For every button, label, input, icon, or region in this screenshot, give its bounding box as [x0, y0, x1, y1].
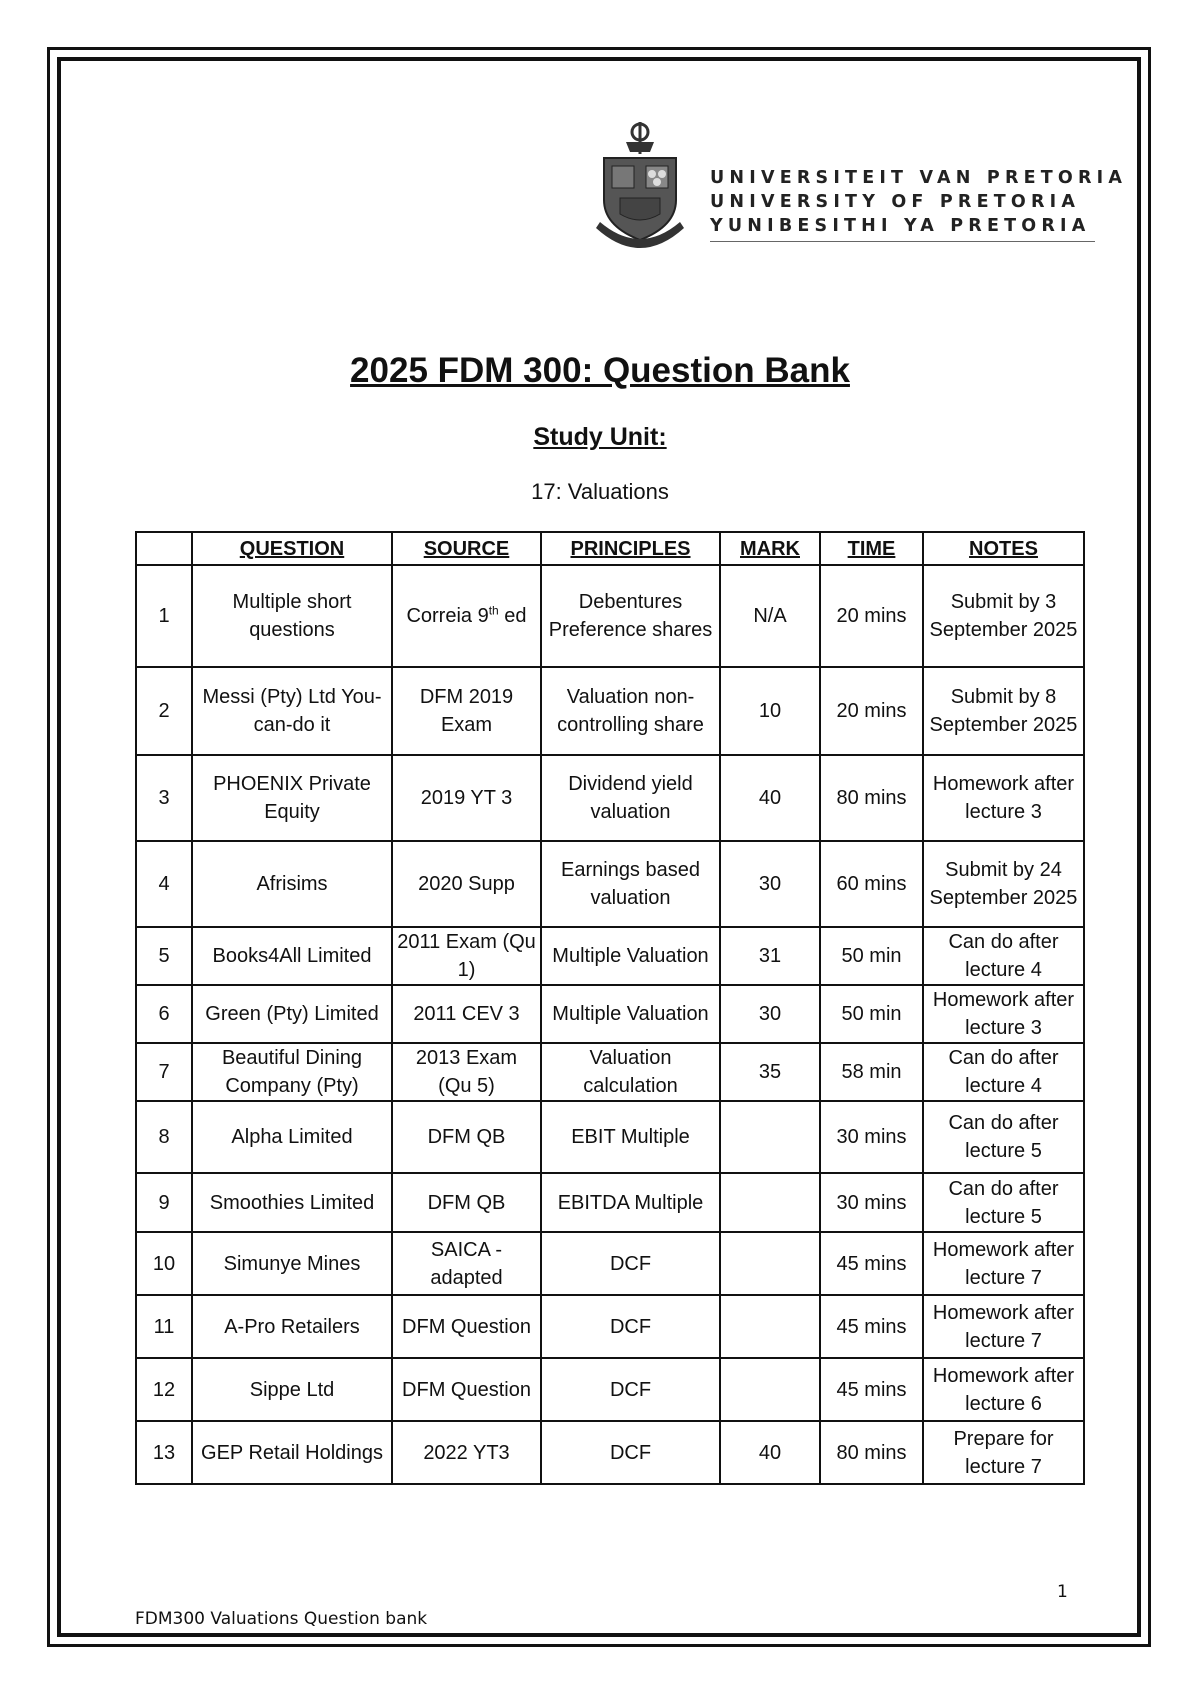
- cell-mark: [720, 1101, 820, 1173]
- table-row: [136, 1295, 1084, 1358]
- cell-source: DFM QB: [392, 1101, 541, 1173]
- cell-source: DFM QB: [392, 1173, 541, 1232]
- cell-source: 2013 Exam (Qu 5): [392, 1043, 541, 1101]
- cell-notes: Homework after lecture 7: [923, 1232, 1084, 1295]
- cell-mark: [720, 1295, 820, 1358]
- cell-source-tail: ed: [498, 605, 527, 627]
- cell-notes: Can do after lecture 5: [923, 1101, 1084, 1173]
- cell-mark: 10: [720, 667, 820, 755]
- cell-no: 5: [136, 927, 192, 985]
- cell-mark: 40: [720, 1421, 820, 1484]
- header-question: QUESTION: [192, 532, 392, 565]
- cell-no: 6: [136, 985, 192, 1043]
- cell-time: 80 mins: [820, 1421, 923, 1484]
- table-row: [136, 1101, 1084, 1173]
- cell-notes: Can do after lecture 4: [923, 927, 1084, 985]
- cell-source: 2011 CEV 3: [392, 985, 541, 1043]
- cell-time: 50 min: [820, 985, 923, 1043]
- table-row: [136, 1173, 1084, 1232]
- cell-source-text: Correia 9: [406, 605, 489, 627]
- cell-source: SAICA - adapted: [392, 1232, 541, 1295]
- cell-notes: Can do after lecture 5: [923, 1173, 1084, 1232]
- table-row: [136, 1232, 1084, 1295]
- cell-question: Multiple short questions: [192, 565, 392, 667]
- cell-time: 20 mins: [820, 565, 923, 667]
- cell-source: 2011 Exam (Qu 1): [392, 927, 541, 985]
- table-row: [136, 1358, 1084, 1421]
- cell-question: A-Pro Retailers: [192, 1295, 392, 1358]
- page-title: 2025 FDM 300: Question Bank: [350, 351, 850, 390]
- table-row: [136, 927, 1084, 985]
- cell-mark: [720, 1358, 820, 1421]
- cell-no: 8: [136, 1101, 192, 1173]
- cell-time: 45 mins: [820, 1295, 923, 1358]
- header-time: TIME: [820, 532, 923, 565]
- cell-time: 20 mins: [820, 667, 923, 755]
- cell-question: Smoothies Limited: [192, 1173, 392, 1232]
- cell-question: Sippe Ltd: [192, 1358, 392, 1421]
- cell-question: Books4All Limited: [192, 927, 392, 985]
- cell-question: Beautiful Dining Company (Pty): [192, 1043, 392, 1101]
- cell-principles: DCF: [541, 1295, 720, 1358]
- table-row: [136, 841, 1084, 927]
- cell-no: 10: [136, 1232, 192, 1295]
- cell-source: DFM 2019 Exam: [392, 667, 541, 755]
- cell-notes: Homework after lecture 3: [923, 985, 1084, 1043]
- cell-time: 45 mins: [820, 1358, 923, 1421]
- university-crest-icon: [590, 118, 690, 258]
- cell-source: 2020 Supp: [392, 841, 541, 927]
- cell-question: Alpha Limited: [192, 1101, 392, 1173]
- cell-question: Simunye Mines: [192, 1232, 392, 1295]
- table-row: [136, 985, 1084, 1043]
- cell-source: 2019 YT 3: [392, 755, 541, 841]
- cell-question: Afrisims: [192, 841, 392, 927]
- cell-notes: Homework after lecture 7: [923, 1295, 1084, 1358]
- cell-time: 50 min: [820, 927, 923, 985]
- page-number: 1: [1057, 1582, 1068, 1602]
- cell-no: 7: [136, 1043, 192, 1101]
- university-name-afrikaans: UNIVERSITEIT VAN PRETORIA: [710, 168, 1128, 188]
- cell-mark: N/A: [720, 565, 820, 667]
- cell-mark: [720, 1173, 820, 1232]
- study-unit-value: 17: Valuations: [531, 479, 669, 504]
- cell-question: GEP Retail Holdings: [192, 1421, 392, 1484]
- cell-source: 2022 YT3: [392, 1421, 541, 1484]
- cell-notes: Can do after lecture 4: [923, 1043, 1084, 1101]
- cell-source-superscript: th: [488, 603, 499, 618]
- table-row: [136, 667, 1084, 755]
- cell-mark: 35: [720, 1043, 820, 1101]
- university-name-sepedi: YUNIBESITHI YA PRETORIA: [710, 216, 1091, 236]
- page-footer: FDM300 Valuations Question bank: [135, 1609, 428, 1629]
- cell-time: 30 mins: [820, 1101, 923, 1173]
- cell-principles: EBITDA Multiple: [541, 1173, 720, 1232]
- cell-no: 2: [136, 667, 192, 755]
- cell-time: 60 mins: [820, 841, 923, 927]
- cell-principles: Valuation non-controlling share: [541, 667, 720, 755]
- cell-principles: EBIT Multiple: [541, 1101, 720, 1173]
- cell-principles: Earnings based valuation: [541, 841, 720, 927]
- cell-mark: 31: [720, 927, 820, 985]
- cell-no: 1: [136, 565, 192, 667]
- cell-principles: Debentures Preference shares: [541, 565, 720, 667]
- university-logo: [590, 118, 1128, 258]
- cell-no: 3: [136, 755, 192, 841]
- header-number: [136, 532, 192, 565]
- question-bank-table: [135, 531, 1085, 1485]
- cell-no: 4: [136, 841, 192, 927]
- cell-no: 9: [136, 1173, 192, 1232]
- cell-mark: 40: [720, 755, 820, 841]
- cell-no: 13: [136, 1421, 192, 1484]
- cell-notes: Submit by 8 September 2025: [923, 667, 1084, 755]
- header-source: SOURCE: [392, 532, 541, 565]
- cell-principles: DCF: [541, 1421, 720, 1484]
- cell-principles: Multiple Valuation: [541, 985, 720, 1043]
- cell-mark: 30: [720, 841, 820, 927]
- cell-mark: 30: [720, 985, 820, 1043]
- table-header-row: [136, 532, 1084, 565]
- cell-notes: Submit by 3 September 2025: [923, 565, 1084, 667]
- cell-notes: Homework after lecture 6: [923, 1358, 1084, 1421]
- cell-no: 11: [136, 1295, 192, 1358]
- study-unit-heading: Study Unit:: [533, 423, 667, 451]
- cell-principles: DCF: [541, 1358, 720, 1421]
- cell-notes: Homework after lecture 3: [923, 755, 1084, 841]
- cell-time: 58 min: [820, 1043, 923, 1101]
- cell-source: [392, 565, 541, 667]
- table-row: [136, 755, 1084, 841]
- cell-time: 45 mins: [820, 1232, 923, 1295]
- cell-question: PHOENIX Private Equity: [192, 755, 392, 841]
- header-mark: MARK: [720, 532, 820, 565]
- cell-notes: Prepare for lecture 7: [923, 1421, 1084, 1484]
- table-row: [136, 1421, 1084, 1484]
- cell-question: Green (Pty) Limited: [192, 985, 392, 1043]
- cell-question: Messi (Pty) Ltd You-can-do it: [192, 667, 392, 755]
- cell-time: 80 mins: [820, 755, 923, 841]
- cell-principles: Valuation calculation: [541, 1043, 720, 1101]
- cell-notes: Submit by 24 September 2025: [923, 841, 1084, 927]
- cell-source: DFM Question: [392, 1295, 541, 1358]
- logo-underline: [710, 241, 1095, 242]
- cell-time: 30 mins: [820, 1173, 923, 1232]
- cell-mark: [720, 1232, 820, 1295]
- cell-principles: DCF: [541, 1232, 720, 1295]
- header-notes: NOTES: [923, 532, 1084, 565]
- cell-source: DFM Question: [392, 1358, 541, 1421]
- cell-principles: Multiple Valuation: [541, 927, 720, 985]
- table-row: [136, 565, 1084, 667]
- cell-principles: Dividend yield valuation: [541, 755, 720, 841]
- table-row: [136, 1043, 1084, 1101]
- university-name-english: UNIVERSITY OF PRETORIA: [710, 192, 1081, 212]
- header-principles: PRINCIPLES: [541, 532, 720, 565]
- cell-no: 12: [136, 1358, 192, 1421]
